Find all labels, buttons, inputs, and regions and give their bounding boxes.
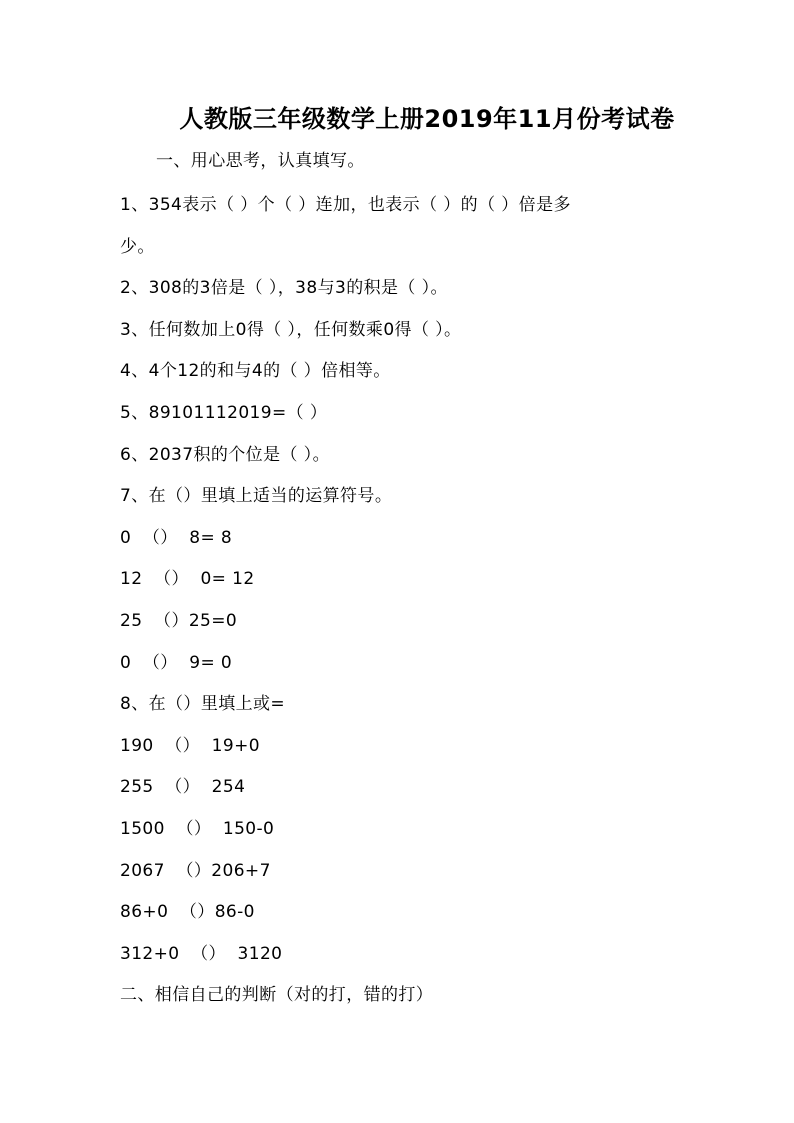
question-5: 5、89101112019=（ ） xyxy=(120,402,328,423)
section-heading-2: 二、相信自己的判断（对的打，错的打） xyxy=(120,985,434,1006)
question-1-line-2: 少。 xyxy=(120,236,155,257)
question-8-item-6: 312+0 （） 3120 xyxy=(120,943,283,964)
question-3: 3、任何数加上0得（ ），任何数乘0得（ ）。 xyxy=(120,319,462,340)
question-6: 6、2037积的个位是（ ）。 xyxy=(120,444,330,465)
question-8-item-3: 1500 （） 150-0 xyxy=(120,818,275,839)
question-8-item-4: 2067 （）206+7 xyxy=(120,860,271,881)
question-7-item-3: 25 （）25=0 xyxy=(120,610,238,631)
question-8-item-2: 255 （） 254 xyxy=(120,777,246,798)
question-8-item-1: 190 （） 19+0 xyxy=(120,735,260,756)
question-7-item-2: 12 （） 0= 12 xyxy=(120,569,255,590)
question-8-item-5: 86+0 （）86-0 xyxy=(120,902,255,923)
question-7: 7、在（）里填上适当的运算符号。 xyxy=(120,486,393,507)
question-7-item-4: 0 （） 9= 0 xyxy=(120,652,233,673)
section-heading-1: 一、用心思考，认真填写。 xyxy=(156,151,365,171)
exam-title: 人教版三年级数学上册2019年11月份考试卷 xyxy=(179,105,675,133)
question-4: 4、4个12的和与4的（ ）倍相等。 xyxy=(120,361,391,382)
question-7-item-1: 0 （） 8= 8 xyxy=(120,527,233,548)
question-2: 2、308的3倍是（ ），38与3的积是（ ）。 xyxy=(120,278,448,299)
question-1-line-1: 1、354表示（ ）个（ ）连加，也表示（ ）的（ ）倍是多 xyxy=(120,195,571,215)
question-8: 8、在（）里填上或= xyxy=(120,694,286,715)
